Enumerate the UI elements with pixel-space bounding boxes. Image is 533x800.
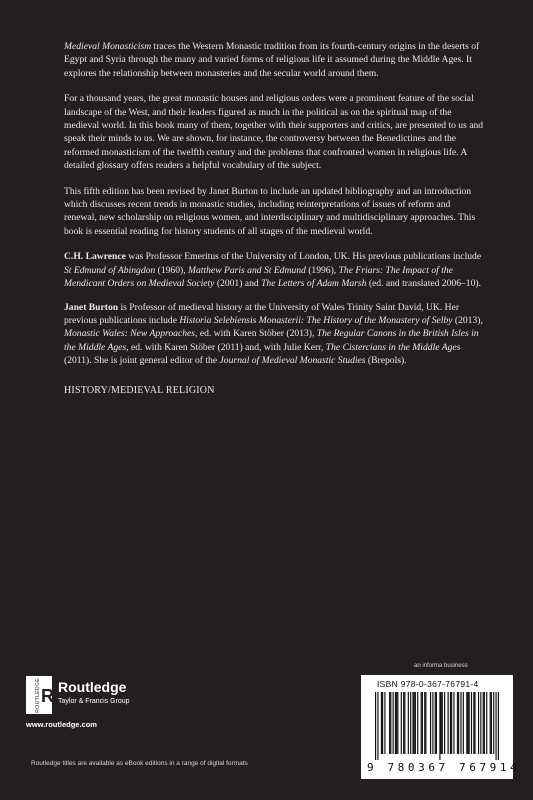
barcode-bar [490,692,491,754]
logo-letter: R [41,686,54,706]
barcode-bar [436,692,437,754]
subject-category: HISTORY/MEDIEVAL RELIGION [64,384,215,396]
book-ref: The Regular Canons in the British Isles in the Middle Ages [64,328,479,353]
book-ref: St Edmund of Abingdon [64,264,156,276]
author-bio-lawrence [64,250,484,290]
barcode-bar [415,692,416,754]
bio-text: was Professor Emeritus of the University of London, UK. His previous publications include [125,251,482,263]
barcode-bar [491,692,492,754]
barcode-bar [453,692,454,754]
barcode-bar [382,692,383,754]
barcode-bar [424,692,425,754]
book-ref: Monastic Wales: New Approaches [64,328,196,340]
barcode-bar [498,692,499,760]
barcode-bar [384,692,385,754]
barcode-bar [483,692,484,754]
barcode-bar [381,692,382,754]
bio-text: (ed. and translated 2006–10). [366,278,481,290]
bio-text: (2011). She is joint general editor of the [64,355,220,367]
publisher-logo [24,676,224,716]
logo-vertical-text: ROUTLEDGE [35,678,41,713]
barcode-bar [466,692,467,754]
bio-text: (1996), [305,264,339,276]
barcode-bars [375,692,499,760]
barcode-bar [404,692,405,754]
bio-text: is Professor of medieval history at the University of Wales Trinity Saint David, UK. Her previous publications include [64,301,460,326]
bio-text: , ed. with Karen Stöber (2011) and, with Julie Kerr, [126,341,326,353]
barcode-bar [467,692,468,754]
barcode-bar [450,692,451,754]
isbn-label: ISBN 978-0-367-76791-4 [377,679,479,689]
barcode-bar [414,692,415,754]
barcode-bar [471,692,472,754]
barcode-bar [401,692,402,754]
barcode-bar [377,692,378,760]
publisher-website: www.routledge.com [26,720,97,729]
book-ref: The Letters of Adam Marsh [261,278,367,290]
barcode-bar [412,692,413,754]
informa-note: an informa business [414,663,468,669]
barcode-bar [421,692,422,754]
blurb-text: traces the Western Monastic tradition from its fourth-century origins in the deserts of Egypt and Syria through the many and varied forms of religious life it assumed during the Middle Ages. It explores the relationship between monasteries and the secular world around them. [64,41,480,79]
barcode-bar [458,692,459,754]
barcode-bar [435,692,436,754]
barcode-bar [396,692,397,754]
barcode-bar [395,692,396,754]
barcode-bar [457,692,458,754]
barcode-bar [422,692,423,754]
bio-text: (1960), [155,264,189,276]
bio-text: (2001) and [214,278,262,290]
barcode-bar [493,692,494,754]
isbn-barcode [361,675,521,779]
barcode-bar [432,692,433,754]
book-ref: The Friars: The Impact of the Mendicant Orders on Medieval Society [64,264,453,290]
barcode-bar [393,692,394,754]
book-ref: Matthew Paris and St Edmund [188,264,306,276]
back-cover-text [64,40,484,397]
barcode-bar [417,692,418,754]
barcode-digits: 9 780367 767914 [367,761,521,774]
author-name: C.H. Lawrence [64,251,126,263]
barcode-bar [439,692,440,760]
barcode-bar [441,692,442,754]
barcode-bar [425,692,426,754]
blurb-paragraph-3: This fifth edition has been revised by Janet Burton to include an updated bibliography and an introduction which discusses recent trends in monastic studies, including reinterpretations of issues of reform and renewal, new scholarship on religious women, and interdisciplinary and multidisciplinary approaches. This book is essential reading for history students of all stages of the medieval world. [64,185,476,237]
book-ref: Historia Selebiensis Monasterii: The History of the Monastery of Selby [179,314,453,326]
barcode-bar [408,692,409,754]
barcode-bar [444,692,445,754]
barcode-bar [460,692,461,754]
bio-text: (2013), [452,314,483,326]
bio-text: (Brepols). [365,355,407,367]
barcode-bar [474,692,475,754]
barcode-bar [495,692,496,760]
barcode-bar [473,692,474,754]
barcode-bar [448,692,449,754]
publisher-name: Routledge [58,679,127,695]
barcode-bar [478,692,479,754]
barcode-bar [480,692,481,754]
publisher-group: Taylor & Francis Group [58,698,130,705]
barcode-bar [403,692,404,754]
barcode-bar [486,692,487,754]
barcode-bar [430,692,431,754]
barcode-bar [410,692,411,754]
barcode-bar [397,692,398,754]
barcode-bar [463,692,464,754]
author-name: Janet Burton [64,301,119,313]
barcode-bar [451,692,452,754]
blurb-paragraph-1 [64,40,484,80]
author-bio-burton [64,301,484,368]
routledge-r-icon [26,676,52,714]
ebook-availability-note: Routledge titles are available as eBook editions in a range of digital formats [31,760,248,767]
barcode-bar [469,692,470,754]
blurb-paragraph-2: For a thousand years, the great monastic houses and religious orders were a prominent feature of the social landscape of the West, and their leaders figured as much in the political as on the spiritual map of the medieval world. In this book many of them, together with their supporters and critics, are presented to us and speak their minds to us. We are shown, for instance, the controversy between the Benedictines and the reformed monasticism of the twelfth century and the problems that confronted women in religious life. A detailed glossary offers readers a helpful vocabulary of the subject. [64,93,484,172]
barcode-bar [389,692,390,754]
bio-text: , ed. with Karen Stöber (2013), [195,328,317,340]
barcode-bar [375,692,376,760]
barcode-bar [484,692,485,754]
book-ref: Journal of Medieval Monastic Studies [219,355,366,367]
barcode-bar [442,692,443,754]
barcode-bar [390,692,391,754]
book-ref: The Cistercians in the Middle Ages [325,341,461,353]
book-title-ref: Medieval Monasticism [64,41,152,52]
